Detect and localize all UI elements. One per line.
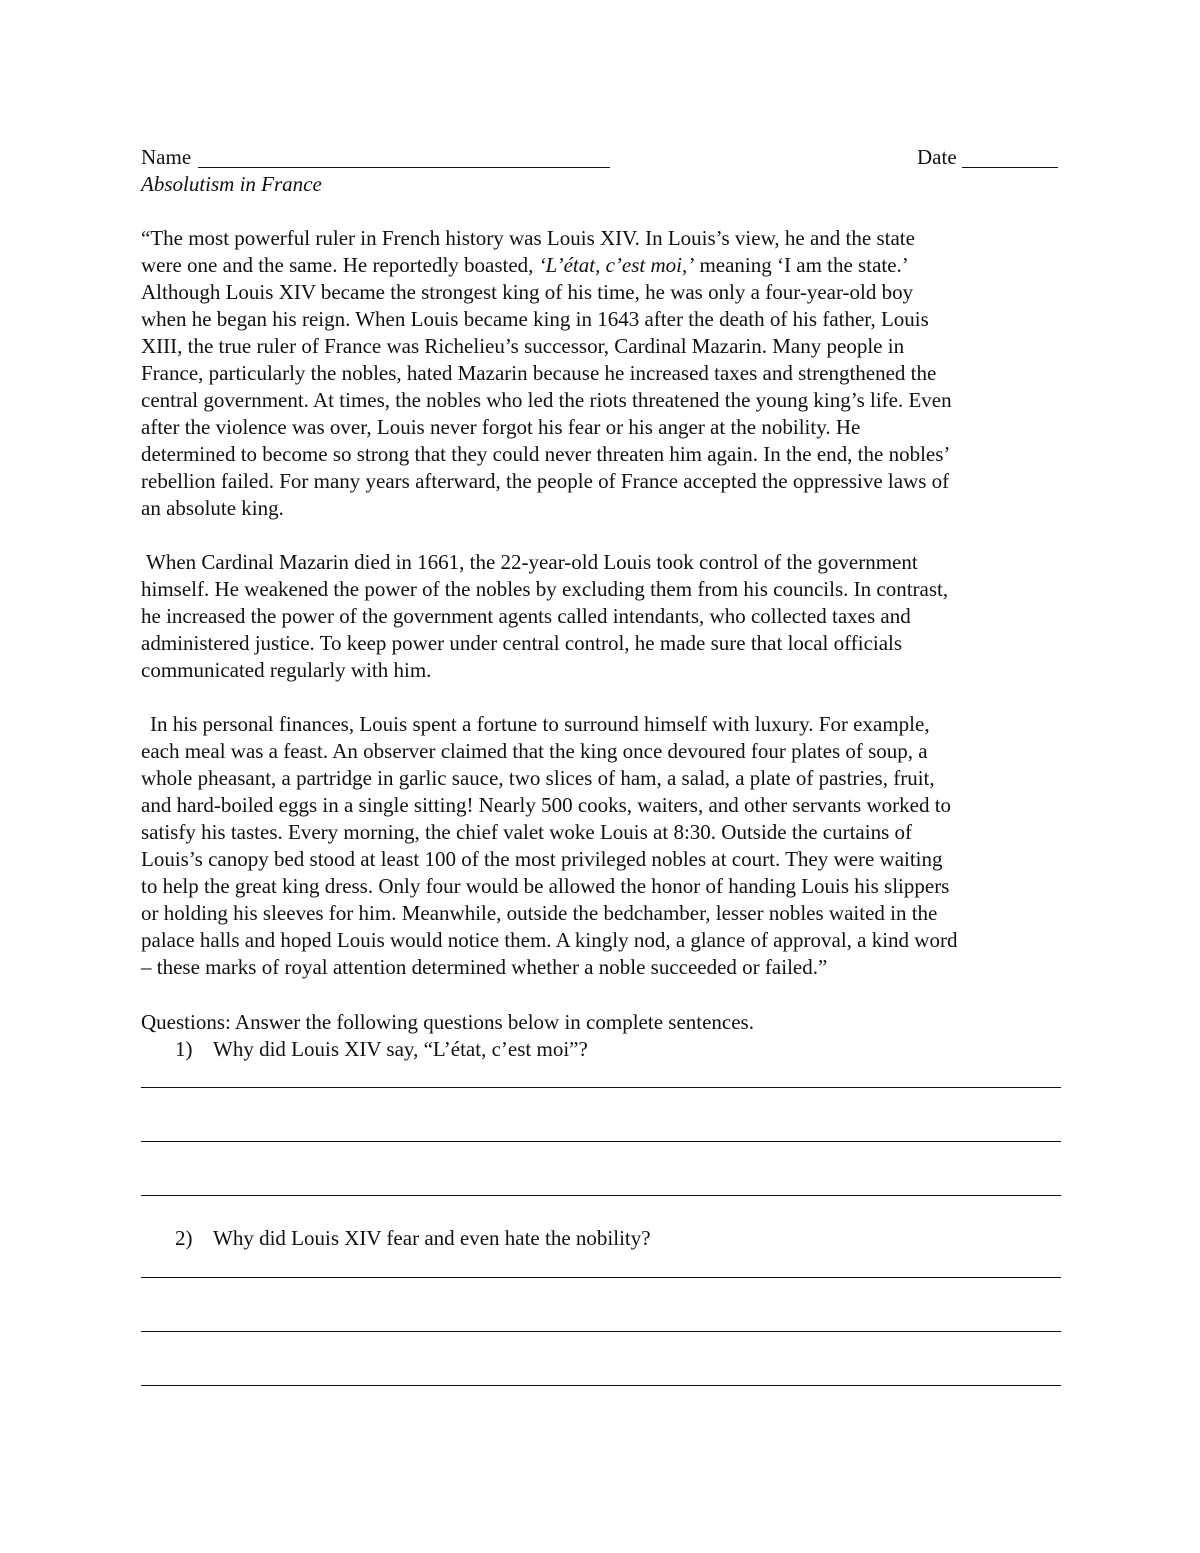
question-2	[141, 1225, 651, 1252]
passage-line: each meal was a feast. An observer claimed that the king once devoured four plates of soup, a	[141, 739, 928, 763]
answer-line[interactable]	[141, 1331, 1061, 1332]
passage-line: he increased the power of the government agents called intendants, who collected taxes and	[141, 604, 911, 628]
passage-line: – these marks of royal attention determined whether a noble succeeded or failed.”	[141, 955, 828, 979]
passage-line: satisfy his tastes. Every morning, the chief valet woke Louis at 8:30. Outside the curtains of	[141, 820, 912, 844]
question-1	[141, 1036, 588, 1063]
passage-line: himself. He weakened the power of the nobles by excluding them from his councils. In contrast,	[141, 577, 949, 601]
passage-line: rebellion failed. For many years afterward, the people of France accepted the oppressive laws of	[141, 469, 950, 493]
passage-line: after the violence was over, Louis never forgot his fear or his anger at the nobility. He	[141, 415, 861, 439]
passage-line: XIII, the true ruler of France was Richelieu’s successor, Cardinal Mazarin. Many people in	[141, 334, 905, 358]
french-quote: ‘L’état, c’est moi,’	[538, 253, 695, 277]
passage-line: or holding his sleeves for him. Meanwhile, outside the bedchamber, lesser nobles waited in the	[141, 901, 938, 925]
passage-text: meaning ‘I am the state.’	[694, 253, 909, 277]
passage-line: In his personal finances, Louis spent a fortune to surround himself with luxury. For example,	[150, 712, 930, 736]
question-text: Why did Louis XIV fear and even hate the nobility?	[213, 1226, 651, 1250]
passage-line: “The most powerful ruler in French history was Louis XIV. In Louis’s view, he and the state	[141, 226, 915, 250]
passage-line: whole pheasant, a partridge in garlic sauce, two slices of ham, a salad, a plate of pastries, fruit,	[141, 766, 935, 790]
passage-line: France, particularly the nobles, hated Mazarin because he increased taxes and strengthened the	[141, 361, 937, 385]
passage-line	[141, 252, 1071, 279]
passage-line: and hard-boiled eggs in a single sitting! Nearly 500 cooks, waiters, and other servants worked to	[141, 793, 952, 817]
passage-line: determined to become so strong that they could never threaten him again. In the end, the nobles’	[141, 442, 951, 466]
passage-line: communicated regularly with him.	[141, 658, 432, 682]
passage-line: When Cardinal Mazarin died in 1661, the 22-year-old Louis took control of the government	[146, 550, 918, 574]
answer-line[interactable]	[141, 1087, 1061, 1088]
passage-line: Louis’s canopy bed stood at least 100 of the most privileged nobles at court. They were waiting	[141, 847, 943, 871]
passage-line: administered justice. To keep power under central control, he made sure that local officials	[141, 631, 903, 655]
date-label: Date	[917, 145, 957, 169]
answer-line[interactable]	[141, 1141, 1061, 1142]
passage-line: Although Louis XIV became the strongest king of his time, he was only a four-year-old boy	[141, 280, 914, 304]
date-field-line[interactable]	[962, 167, 1058, 168]
question-text: Why did Louis XIV say, “L’état, c’est moi”?	[213, 1037, 588, 1061]
answer-line[interactable]	[141, 1277, 1061, 1278]
name-label: Name	[141, 145, 192, 169]
passage-line: to help the great king dress. Only four would be allowed the honor of handing Louis his slippers	[141, 874, 950, 898]
passage-line: palace halls and hoped Louis would notice them. A kingly nod, a glance of approval, a kind word	[141, 928, 958, 952]
questions-intro: Questions: Answer the following questions below in complete sentences.	[141, 1010, 754, 1034]
passage-text: were one and the same. He reportedly boasted,	[141, 253, 539, 277]
passage-line: when he began his reign. When Louis became king in 1643 after the death of his father, Louis	[141, 307, 929, 331]
question-number: 2)	[175, 1226, 193, 1250]
answer-line[interactable]	[141, 1385, 1061, 1386]
worksheet-title: Absolutism in France	[141, 172, 322, 196]
name-field-line[interactable]	[198, 167, 610, 168]
passage-line: an absolute king.	[141, 496, 284, 520]
answer-line[interactable]	[141, 1195, 1061, 1196]
passage-line: central government. At times, the nobles who led the riots threatened the young king’s life. Even	[141, 388, 952, 412]
question-number: 1)	[175, 1037, 193, 1061]
